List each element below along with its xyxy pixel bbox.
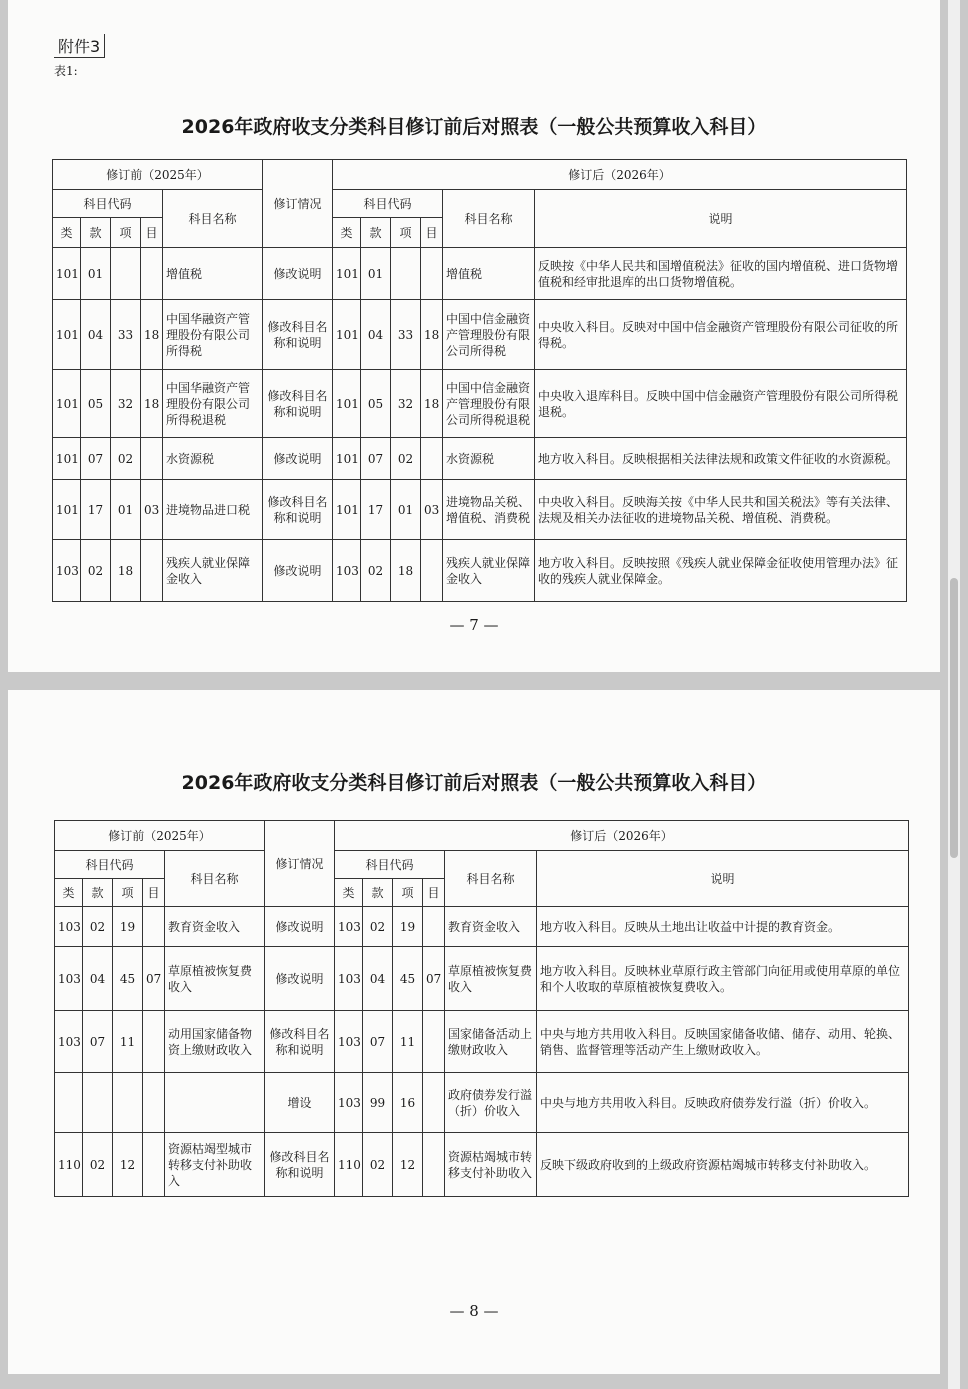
revision-status: 修改科目名称和说明: [263, 300, 333, 370]
table-label: 表1:: [54, 64, 78, 78]
code-mu: 07: [143, 947, 165, 1011]
code-lei: [55, 1073, 83, 1133]
code-xiang: 33: [111, 300, 141, 370]
revision-status: 修改科目名称和说明: [263, 480, 333, 540]
code-lei: 103: [53, 540, 81, 602]
code-kuan: 17: [81, 480, 111, 540]
code-xiang: 45: [113, 947, 143, 1011]
code-kuan: 07: [363, 1011, 393, 1073]
code-lei: 101: [333, 370, 361, 438]
header-xiang: 项: [113, 879, 143, 907]
header-mu: 目: [143, 879, 165, 907]
subject-name-before: 水资源税: [163, 438, 263, 480]
description: 地方收入科目。反映林业草原行政主管部门向征用或使用草原的单位和个人收取的草原植被恢复费收入。: [537, 947, 909, 1011]
code-xiang: 02: [391, 438, 421, 480]
table-row: [55, 947, 909, 1011]
page-number: — 7 —: [449, 616, 499, 634]
code-xiang: 11: [113, 1011, 143, 1073]
comparison-table: [52, 159, 907, 602]
code-mu: [421, 438, 443, 480]
subject-name-before: 残疾人就业保障金收入: [163, 540, 263, 602]
code-kuan: 02: [83, 907, 113, 947]
code-mu: 03: [421, 480, 443, 540]
code-mu: [421, 540, 443, 602]
description: 反映按《中华人民共和国增值税法》征收的国内增值税、进口货物增值税和经审批退库的出口货物增值税。: [535, 248, 907, 300]
header-code-before: 科目代码: [53, 190, 163, 218]
comparison-table: [54, 820, 909, 1197]
code-kuan: 05: [361, 370, 391, 438]
code-lei: 103: [55, 947, 83, 1011]
header-after: 修订后（2026年）: [335, 821, 909, 851]
subject-name-before: 中国华融资产管理股份有限公司所得税: [163, 300, 263, 370]
table-row: [53, 300, 907, 370]
code-lei: 103: [335, 907, 363, 947]
header-kuan: 款: [361, 218, 391, 248]
description: 反映下级政府收到的上级政府资源枯竭城市转移支付补助收入。: [537, 1133, 909, 1197]
subject-name-before: 进境物品进口税: [163, 480, 263, 540]
header-after: 修订后（2026年）: [333, 160, 907, 190]
header-kuan: 款: [363, 879, 393, 907]
code-kuan: 01: [81, 248, 111, 300]
code-lei: 101: [53, 248, 81, 300]
header-name-before: 科目名称: [163, 190, 263, 248]
table-row: [53, 248, 907, 300]
code-kuan: 05: [81, 370, 111, 438]
code-xiang: 19: [393, 907, 423, 947]
description: 中央收入科目。反映对中国中信金融资产管理股份有限公司征收的所得税。: [535, 300, 907, 370]
description: 中央与地方共用收入科目。反映国家储备收储、储存、动用、轮换、销售、监督管理等活动产生上缴财政收入。: [537, 1011, 909, 1073]
attachment-label: 附件3: [54, 34, 105, 58]
code-mu: 03: [141, 480, 163, 540]
code-lei: 101: [333, 438, 361, 480]
code-xiang: 12: [113, 1133, 143, 1197]
subject-name-after: 政府债券发行溢（折）价收入: [445, 1073, 537, 1133]
code-xiang: [111, 248, 141, 300]
subject-name-after: 进境物品关税、增值税、消费税: [443, 480, 535, 540]
table-row: [53, 540, 907, 602]
code-xiang: [391, 248, 421, 300]
code-lei: 101: [53, 300, 81, 370]
header-xiang: 项: [111, 218, 141, 248]
code-lei: 110: [335, 1133, 363, 1197]
description: 地方收入科目。反映按照《残疾人就业保障金征收使用管理办法》征收的残疾人就业保障金。: [535, 540, 907, 602]
scrollbar-thumb[interactable]: [950, 578, 958, 858]
code-mu: [423, 1011, 445, 1073]
header-name-after: 科目名称: [445, 851, 537, 907]
header-desc: 说明: [535, 190, 907, 248]
code-xiang: 32: [111, 370, 141, 438]
header-code-before: 科目代码: [55, 851, 165, 879]
code-lei: 103: [55, 1011, 83, 1073]
revision-status: 修改科目名称和说明: [265, 1011, 335, 1073]
code-mu: 18: [421, 300, 443, 370]
table-row: [53, 480, 907, 540]
code-lei: 103: [335, 1073, 363, 1133]
code-kuan: 04: [363, 947, 393, 1011]
code-xiang: 45: [393, 947, 423, 1011]
code-mu: 18: [141, 300, 163, 370]
code-mu: 18: [141, 370, 163, 438]
header-kuan: 款: [83, 879, 113, 907]
header-lei: 类: [53, 218, 81, 248]
header-before: 修订前（2025年）: [55, 821, 265, 851]
header-code-after: 科目代码: [333, 190, 443, 218]
code-xiang: 32: [391, 370, 421, 438]
code-xiang: 33: [391, 300, 421, 370]
code-kuan: 04: [83, 947, 113, 1011]
code-kuan: 07: [83, 1011, 113, 1073]
page-title: 2026年政府收支分类科目修订前后对照表（一般公共预算收入科目）: [181, 116, 767, 138]
code-mu: [423, 1133, 445, 1197]
code-xiang: 01: [111, 480, 141, 540]
code-xiang: 19: [113, 907, 143, 947]
header-lei: 类: [335, 879, 363, 907]
code-kuan: 02: [361, 540, 391, 602]
code-xiang: 02: [111, 438, 141, 480]
code-kuan: 04: [81, 300, 111, 370]
header-status: 修订情况: [265, 821, 335, 907]
code-mu: [143, 1073, 165, 1133]
page-number: — 8 —: [449, 1302, 499, 1320]
subject-name-before: 草原植被恢复费收入: [165, 947, 265, 1011]
code-lei: 103: [335, 1011, 363, 1073]
code-lei: 110: [55, 1133, 83, 1197]
page-title: 2026年政府收支分类科目修订前后对照表（一般公共预算收入科目）: [181, 772, 767, 794]
code-xiang: 18: [391, 540, 421, 602]
code-kuan: 02: [83, 1133, 113, 1197]
code-xiang: 18: [111, 540, 141, 602]
code-lei: 101: [53, 438, 81, 480]
header-xiang: 项: [393, 879, 423, 907]
subject-name-before: 资源枯竭型城市转移支付补助收入: [165, 1133, 265, 1197]
code-mu: 18: [421, 370, 443, 438]
code-xiang: [113, 1073, 143, 1133]
code-kuan: 02: [363, 1133, 393, 1197]
header-kuan: 款: [81, 218, 111, 248]
description: 地方收入科目。反映根据相关法律法规和政策文件征收的水资源税。: [535, 438, 907, 480]
revision-status: 修改说明: [263, 540, 333, 602]
header-name-before: 科目名称: [165, 851, 265, 907]
table-row: [55, 907, 909, 947]
code-kuan: 07: [361, 438, 391, 480]
code-lei: 101: [53, 480, 81, 540]
description: 中央与地方共用收入科目。反映政府债券发行溢（折）价收入。: [537, 1073, 909, 1133]
table-row: [55, 1073, 909, 1133]
code-kuan: 02: [81, 540, 111, 602]
subject-name-after: 教育资金收入: [445, 907, 537, 947]
subject-name-before: [165, 1073, 265, 1133]
header-lei: 类: [333, 218, 361, 248]
header-desc: 说明: [537, 851, 909, 907]
code-lei: 103: [333, 540, 361, 602]
subject-name-after: 中国中信金融资产管理股份有限公司所得税: [443, 300, 535, 370]
code-mu: [141, 248, 163, 300]
header-mu: 目: [423, 879, 445, 907]
code-lei: 103: [335, 947, 363, 1011]
revision-status: 修改说明: [265, 907, 335, 947]
description: 地方收入科目。反映从土地出让收益中计提的教育资金。: [537, 907, 909, 947]
code-kuan: 02: [363, 907, 393, 947]
subject-name-after: 增值税: [443, 248, 535, 300]
header-before: 修订前（2025年）: [53, 160, 263, 190]
code-kuan: 99: [363, 1073, 393, 1133]
revision-status: 修改说明: [263, 438, 333, 480]
header-mu: 目: [421, 218, 443, 248]
code-kuan: 04: [361, 300, 391, 370]
table-row: [53, 438, 907, 480]
subject-name-after: 残疾人就业保障金收入: [443, 540, 535, 602]
code-mu: [423, 1073, 445, 1133]
code-mu: [141, 438, 163, 480]
header-xiang: 项: [391, 218, 421, 248]
code-xiang: 01: [391, 480, 421, 540]
code-mu: [141, 540, 163, 602]
code-lei: 101: [333, 480, 361, 540]
subject-name-after: 资源枯竭城市转移支付补助收入: [445, 1133, 537, 1197]
header-code-after: 科目代码: [335, 851, 445, 879]
description: 中央收入科目。反映海关按《中华人民共和国关税法》等有关法律、法规及相关办法征收的进境物品关税、增值税、消费税。: [535, 480, 907, 540]
subject-name-before: 教育资金收入: [165, 907, 265, 947]
revision-status: 增设: [265, 1073, 335, 1133]
code-mu: [143, 1011, 165, 1073]
code-mu: [421, 248, 443, 300]
code-lei: 103: [55, 907, 83, 947]
code-kuan: 07: [81, 438, 111, 480]
description: 中央收入退库科目。反映中国中信金融资产管理股份有限公司所得税退税。: [535, 370, 907, 438]
revision-status: 修改科目名称和说明: [265, 1133, 335, 1197]
code-xiang: 11: [393, 1011, 423, 1073]
code-lei: 101: [333, 300, 361, 370]
revision-status: 修改说明: [265, 947, 335, 1011]
header-name-after: 科目名称: [443, 190, 535, 248]
code-mu: [423, 907, 445, 947]
document-page-7: [8, 0, 940, 672]
code-lei: 101: [53, 370, 81, 438]
code-mu: [143, 907, 165, 947]
subject-name-before: 中国华融资产管理股份有限公司所得税退税: [163, 370, 263, 438]
revision-status: 修改说明: [263, 248, 333, 300]
revision-status: 修改科目名称和说明: [263, 370, 333, 438]
code-kuan: [83, 1073, 113, 1133]
header-lei: 类: [55, 879, 83, 907]
table-row: [55, 1011, 909, 1073]
code-kuan: 17: [361, 480, 391, 540]
header-mu: 目: [141, 218, 163, 248]
code-lei: 101: [333, 248, 361, 300]
code-kuan: 01: [361, 248, 391, 300]
vertical-scrollbar[interactable]: [948, 0, 960, 1389]
code-mu: 07: [423, 947, 445, 1011]
subject-name-before: 动用国家储备物资上缴财政收入: [165, 1011, 265, 1073]
code-xiang: 16: [393, 1073, 423, 1133]
code-mu: [143, 1133, 165, 1197]
subject-name-after: 国家储备活动上缴财政收入: [445, 1011, 537, 1073]
subject-name-after: 水资源税: [443, 438, 535, 480]
subject-name-after: 中国中信金融资产管理股份有限公司所得税退税: [443, 370, 535, 438]
table-row: [53, 370, 907, 438]
table-row: [55, 1133, 909, 1197]
document-page-8: [8, 690, 940, 1374]
code-xiang: 12: [393, 1133, 423, 1197]
subject-name-after: 草原植被恢复费收入: [445, 947, 537, 1011]
subject-name-before: 增值税: [163, 248, 263, 300]
header-status: 修订情况: [263, 160, 333, 248]
